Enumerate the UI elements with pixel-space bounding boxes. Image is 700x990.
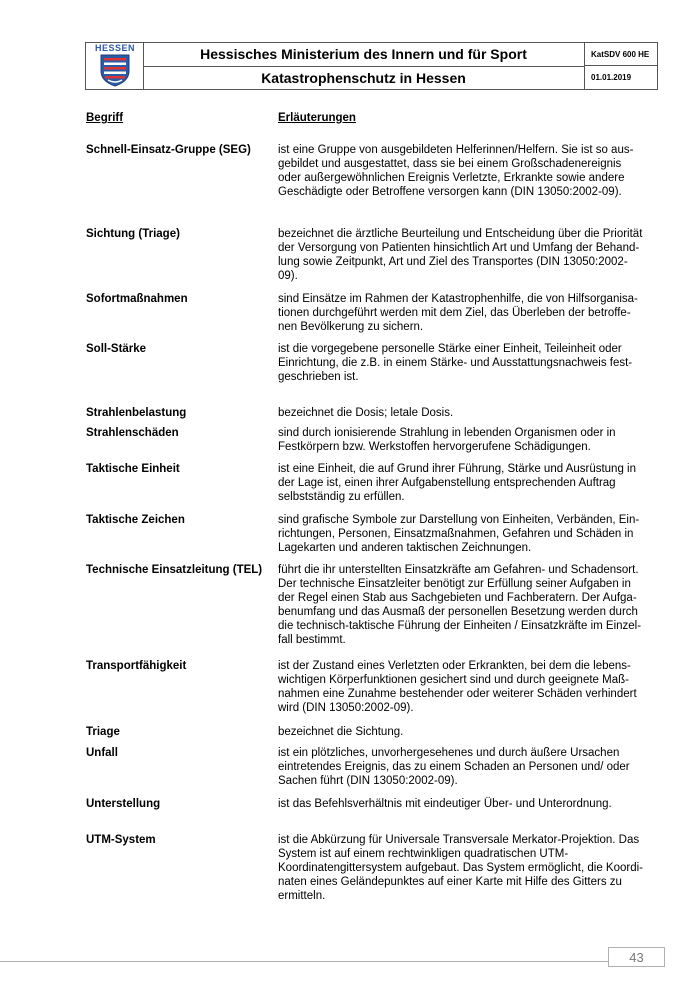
glossary-term: Technische Einsatzleitung (TEL) — [86, 564, 263, 576]
definition-line: naten eines Geländepunktes auf einer Karte mit Hilfe des Gitters zu — [278, 876, 622, 888]
glossary-term: Sofortmaßnahmen — [86, 293, 188, 305]
glossary-definition — [278, 513, 650, 555]
document-subtitle: Katastrophenschutz in Hessen — [143, 67, 585, 89]
definition-line: gebildet und ausgestattet, dass sie bei einem Großschadenereignis — [278, 158, 622, 170]
glossary-definition — [278, 426, 650, 454]
definition-line: führt die ihr unterstellten Einsatzkräfte am Gefahren- und Schadensort. — [278, 564, 639, 576]
glossary-definition — [278, 725, 650, 739]
glossary-term: Triage — [86, 726, 120, 738]
definition-line: sind durch ionisierende Strahlung in lebenden Organismen oder in — [278, 427, 616, 439]
glossary-definition — [278, 406, 650, 420]
definition-line: ist eine Gruppe von ausgebildeten Helferinnen/Helfern. Sie ist so aus- — [278, 144, 634, 156]
glossary-term: Taktische Einheit — [86, 463, 180, 475]
definition-line: sind grafische Symbole zur Darstellung von Einheiten, Verbänden, Ein- — [278, 514, 640, 526]
definition-line: der Versorgung von Patienten hinsichtlich Art und Umfang der Behand- — [278, 242, 640, 254]
logo-text: HESSEN — [94, 43, 135, 53]
hessen-logo — [86, 43, 144, 89]
definition-line: die technisch-taktische Führung der Einheiten / Einsatzkräfte im Einzel- — [278, 620, 642, 632]
definition-line: richtungen, Personen, Einsatzmaßnahmen, Gefahren und Schäden in — [278, 528, 634, 540]
definition-line: Koordinatengittersystem aufgebaut. Das System ermöglicht, die Koordi- — [278, 862, 643, 874]
definition-line: Einrichtung, die z.B. in einem Stärke- und Ausstattungsnachweis fest- — [278, 357, 633, 369]
glossary-definition — [278, 797, 650, 811]
ministry-title: Hessisches Ministerium des Innern und für Sport — [143, 43, 585, 67]
definition-line: eintretendes Ereignis, das zu einem Schaden an Personen und/ oder — [278, 761, 630, 773]
glossary-term: Transportfähigkeit — [86, 660, 187, 672]
definition-line: fall bestimmt. — [278, 634, 346, 646]
glossary-definition — [278, 342, 650, 384]
definition-line: Festkörpern bzw. Werkstoffen hervorgerufene Schädigungen. — [278, 441, 591, 453]
definition-line: ist der Zustand eines Verletzten oder Erkrankten, bei dem die lebens- — [278, 660, 631, 672]
definition-line: lung sowie Zeitpunkt, Art und Ziel des Transportes (DIN 13050:2002- — [278, 256, 628, 268]
glossary-definition — [278, 227, 650, 283]
definition-line: bezeichnet die Sichtung. — [278, 726, 404, 738]
glossary-term: Soll-Stärke — [86, 343, 147, 355]
definition-line: Sachen führt (DIN 13050:2002-09). — [278, 775, 458, 787]
definition-line: tionen durchgeführt werden mit dem Ziel, das Überleben der betroffe- — [278, 307, 631, 319]
document-date: 01.01.2019 — [591, 73, 632, 82]
glossary-definition — [278, 462, 650, 504]
page-number: 43 — [608, 947, 665, 967]
glossary-term: UTM-System — [86, 834, 156, 846]
column-header-definition: Erläuterungen — [278, 112, 356, 124]
glossary-term: Sichtung (Triage) — [86, 228, 180, 240]
definition-line: ist eine Einheit, die auf Grund ihrer Führung, Stärke und Ausrüstung in — [278, 463, 636, 475]
definition-line: wird (DIN 13050:2002-09). — [278, 702, 414, 714]
glossary-definition — [278, 833, 650, 903]
definition-line: ist das Befehlsverhältnis mit eindeutiger Über- und Unterordnung. — [278, 798, 612, 810]
definition-line: der Regel einen Stab aus Sachgebieten und Fachberatern. Der Aufga- — [278, 592, 637, 604]
definition-line: oder außergewöhnlichen Ereignis Verletzte, Erkrankte sowie andere — [278, 172, 625, 184]
definition-line: ist ein plötzliches, unvorhergesehenes und durch äußere Ursachen — [278, 747, 620, 759]
definition-line: selbstständig zu erfüllen. — [278, 491, 405, 503]
document-code: KatSDV 600 HE — [585, 43, 657, 66]
glossary-term: Unfall — [86, 747, 118, 759]
definition-line: ist die vorgegebene personelle Stärke einer Einheit, Teileinheit oder — [278, 343, 622, 355]
glossary-term: Unterstellung — [86, 798, 161, 810]
definition-line: 09). — [278, 270, 298, 282]
definition-line: bezeichnet die Dosis; letale Dosis. — [278, 407, 454, 419]
glossary-definition — [278, 563, 650, 647]
column-header-term: Begriff — [86, 112, 124, 124]
definition-line: ist die Abkürzung für Universale Transversale Merkator-Projektion. Das — [278, 834, 640, 846]
glossary-term: Taktische Zeichen — [86, 514, 185, 526]
definition-line: benumfang und das Ausmaß der personellen Besetzung werden durch — [278, 606, 638, 618]
definition-line: Der technische Einsatzleiter benötigt zur Erfüllung seiner Aufgaben in — [278, 578, 631, 590]
glossary-definition — [278, 659, 650, 715]
glossary-definition — [278, 746, 650, 788]
glossary-term: Strahlenbelastung — [86, 407, 187, 419]
definition-line: geschrieben ist. — [278, 371, 359, 383]
definition-line: Lagekarten und anderen taktischen Zeichnungen. — [278, 542, 532, 554]
glossary-definition — [278, 292, 650, 334]
glossary-term: Strahlenschäden — [86, 427, 179, 439]
definition-line: bezeichnet die ärztliche Beurteilung und Entscheidung über die Priorität — [278, 228, 643, 240]
document-header — [85, 42, 658, 90]
hessen-lion-icon — [99, 53, 131, 87]
glossary-term: Schnell-Einsatz-Gruppe (SEG) — [86, 144, 251, 156]
definition-line: sind Einsätze im Rahmen der Katastrophenhilfe, die von Hilfsorganisa- — [278, 293, 638, 305]
definition-line: nen Bevölkerung zu sichern. — [278, 321, 424, 333]
definition-line: nahmen eine Zunahme bestehender oder weiterer Schäden verhindert — [278, 688, 637, 700]
definition-line: Geschädigte oder Betroffene versorgen kann (DIN 13050:2002-09). — [278, 186, 622, 198]
definition-line: ermitteln. — [278, 890, 326, 902]
definition-line: der Lage ist, einen ihrer Aufgabenstellung entsprechenden Auftrag — [278, 477, 616, 489]
footer-divider — [0, 961, 608, 962]
definition-line: wichtigen Körperfunktionen gesichert sind und durch geeignete Maß- — [278, 674, 629, 686]
glossary-definition — [278, 143, 650, 199]
definition-line: System ist auf einem rechtwinkligen quadratischen UTM- — [278, 848, 569, 860]
